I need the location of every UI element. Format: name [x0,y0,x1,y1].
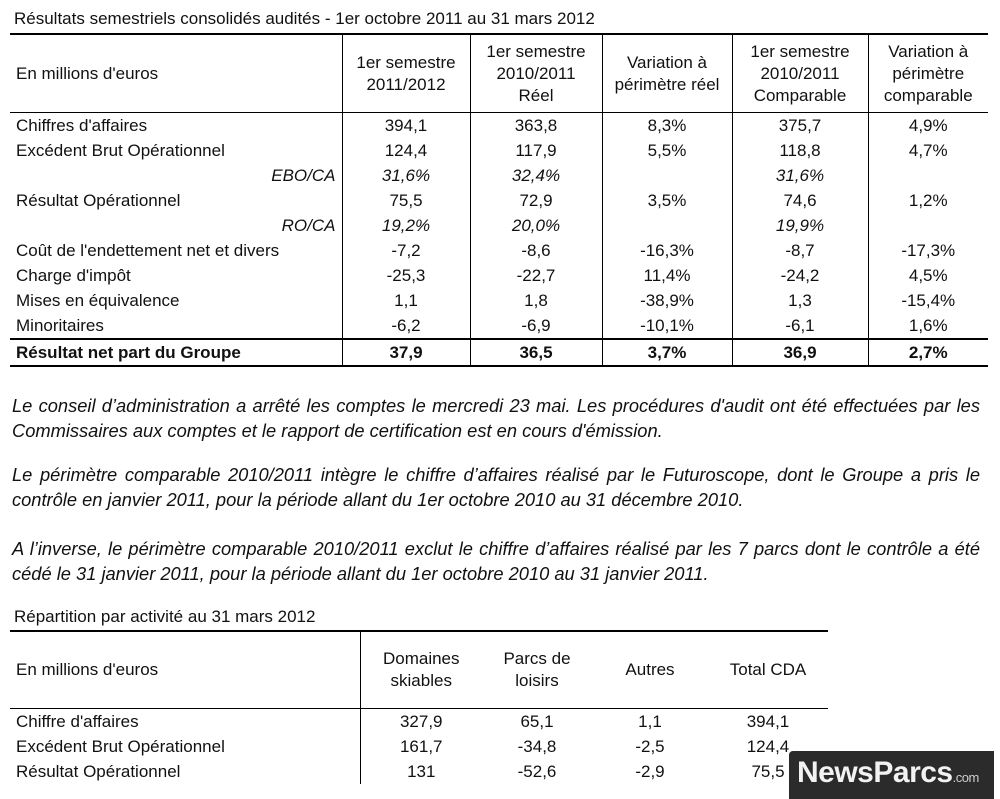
table-row-total [10,339,988,366]
header-line: Total CDA [729,660,807,679]
header-line: Autres [625,660,675,679]
table1-header-cell [732,34,868,113]
cell: -16,3% [602,238,732,263]
header-line: Réel [518,85,554,105]
table1-unit-label: En millions d'euros [16,63,159,83]
cell [602,213,732,238]
cell: -52,6 [517,762,557,781]
table1-header-row [10,34,988,113]
table1-title: Résultats semestriels consolidés audités - 1er octobre 2011 au 31 mars 2012 [14,9,595,28]
cell [602,163,732,188]
cell: 1,8 [470,288,602,313]
cell: 327,9 [360,709,482,735]
cell: 2,7% [868,339,988,366]
header-line: 1er semestre [750,41,850,61]
cell: -6,1 [732,313,868,339]
header-line: skiables [390,671,452,690]
row-label: Coût de l'endettement net et divers [16,241,280,260]
cell [868,213,988,238]
table-row [10,163,988,188]
watermark-domain: .com [952,770,979,785]
cell: 32,4% [470,163,602,188]
table-row [10,213,988,238]
cell: -8,7 [732,238,868,263]
paragraph-audit: Le conseil d’administration a arrêté les comptes le mercredi 23 mai. Les procédures d'audit ont été effectuées par les Commissaires aux comptes et le rapport de certification est en cours d'émission. [12,395,980,441]
cell: 72,9 [470,188,602,213]
cell: 4,7% [868,138,988,163]
cell: 117,9 [470,138,602,163]
header-line: Variation à [888,41,969,61]
paragraph-perimeter-included: Le périmètre comparable 2010/2011 intègre le chiffre d’affaires réalisé par le Futuroscope, dont le Groupe a pris le contrôle en janvier 2011, pour la période allant du 1er octobre 2010 au 31 décembre 2010. [12,464,980,510]
watermark-text [797,756,979,790]
header-line: périmètre réel [614,74,720,94]
table-row [10,734,828,759]
cell: 36,9 [732,339,868,366]
row-label: Excédent Brut Opérationnel [16,141,225,160]
cell: 161,7 [360,734,482,759]
cell: 1,3 [732,288,868,313]
cell: 36,5 [470,339,602,366]
header-line: Parcs de [503,649,571,668]
cell: -10,1% [602,313,732,339]
cell [868,163,988,188]
activity-table [10,630,828,784]
cell: -6,2 [342,313,470,339]
cell: 3,5% [602,188,732,213]
row-label: Excédent Brut Opérationnel [16,737,225,756]
cell: -7,2 [342,238,470,263]
cell: -24,2 [732,263,868,288]
header-line: Domaines [382,649,460,668]
table-row [10,709,828,735]
header-line: 2010/2011 [760,63,840,83]
row-label: Résultat net part du Groupe [16,343,241,362]
header-line: 1er semestre [356,52,456,72]
cell: 19,2% [342,213,470,238]
table-row [10,759,828,784]
cell: 65,1 [520,712,554,731]
newsparcs-watermark [789,751,994,799]
paragraph-perimeter-excluded: A l’inverse, le périmètre comparable 2010/2011 exclut le chiffre d’affaires réalisé par les 7 parcs dont le contrôle a été cédé le 31 janvier 2011, pour la période allant du 1er octobre 2010 au 31 janvier 2011. [12,538,980,584]
row-label: RO/CA [281,216,336,235]
cell: 363,8 [470,113,602,139]
row-label: Chiffre d'affaires [16,712,139,731]
header-line: Comparable [753,85,847,105]
cell: -25,3 [342,263,470,288]
cell: 31,6% [342,163,470,188]
cell: 11,4% [602,263,732,288]
cell: 20,0% [470,213,602,238]
table-row [10,313,988,339]
cell: 1,1 [342,288,470,313]
cell: 8,3% [602,113,732,139]
cell: 1,2% [868,188,988,213]
table2-header-cell [482,631,592,709]
cell: -17,3% [868,238,988,263]
row-label: Résultat Opérationnel [16,762,181,781]
cell: 4,5% [868,263,988,288]
cell: 394,1 [746,712,790,731]
cell: -2,5 [635,737,665,756]
cell: 4,9% [868,113,988,139]
header-line: comparable [883,85,973,105]
header-line: 2010/2011 [496,63,576,83]
cell: 19,9% [732,213,868,238]
cell: 74,6 [732,188,868,213]
table1-header-cell [868,34,988,113]
cell: -22,7 [470,263,602,288]
table-row [10,113,988,139]
cell: 375,7 [732,113,868,139]
cell: 37,9 [342,339,470,366]
table2-header-cell [360,631,482,709]
cell: -34,8 [517,737,557,756]
cell: -38,9% [602,288,732,313]
cell: 118,8 [732,138,868,163]
row-label: Minoritaires [16,316,104,335]
watermark-brand: NewsParcs [797,756,953,789]
table1-header-cell [602,34,732,113]
cell: 394,1 [342,113,470,139]
header-line: loisirs [515,671,559,690]
table2-header-row [10,631,828,709]
cell: -8,6 [470,238,602,263]
cell: 1,1 [638,712,662,731]
cell: 124,4 [746,737,790,756]
cell: -15,4% [868,288,988,313]
cell: 5,5% [602,138,732,163]
table-row [10,238,988,263]
cell: 3,7% [602,339,732,366]
table-row [10,138,988,163]
cell: 31,6% [732,163,868,188]
cell: -6,9 [470,313,602,339]
table-row [10,288,988,313]
cell: 131 [360,759,482,784]
row-label: Chiffres d'affaires [16,116,148,135]
header-line: périmètre [892,63,965,83]
table-row [10,188,988,213]
cell: 75,5 [342,188,470,213]
table2-header-cell [708,631,828,709]
header-line: 2011/2012 [366,74,446,94]
table-row [10,263,988,288]
row-label: Résultat Opérationnel [16,191,181,210]
header-line: 1er semestre [486,41,586,61]
cell: 124,4 [342,138,470,163]
header-line: Variation à [626,52,707,72]
table2-header-cell [592,631,708,709]
table2-unit-label: En millions d'euros [16,660,159,679]
row-label: Mises en équivalence [16,291,180,310]
cell: 1,6% [868,313,988,339]
row-label: Charge d'impôt [16,266,131,285]
table2-title: Répartition par activité au 31 mars 2012 [14,607,316,626]
row-label: EBO/CA [271,166,336,185]
cell: 75,5 [751,762,785,781]
table1-header-cell [470,34,602,113]
cell: -2,9 [635,762,665,781]
results-table [10,33,988,367]
table1-header-cell [342,34,470,113]
